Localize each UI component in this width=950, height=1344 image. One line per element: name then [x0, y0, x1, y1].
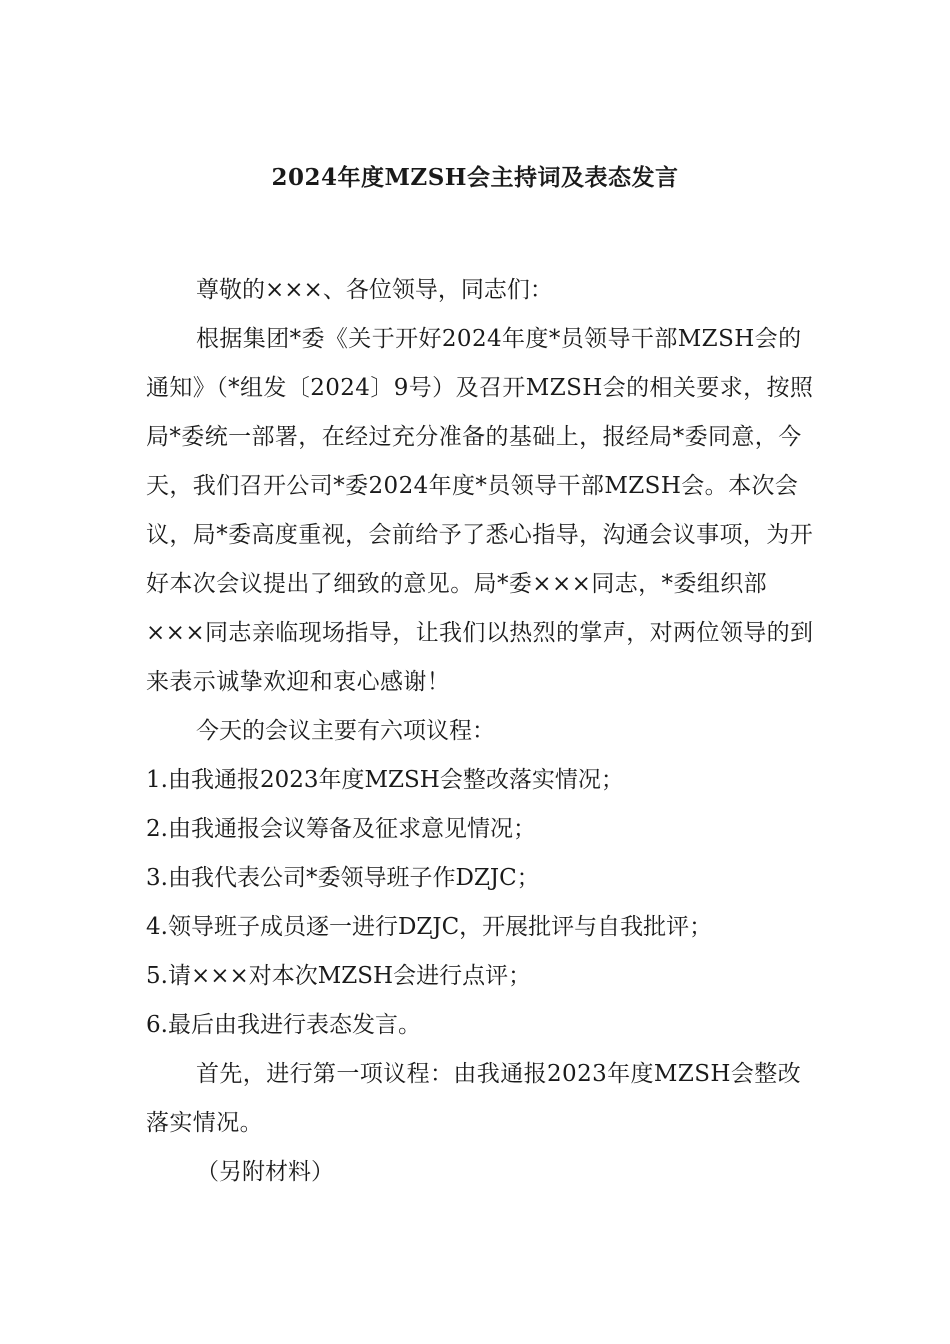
agenda-item-5: 5.请×××对本次MZSH会进行点评； [146, 963, 532, 989]
agenda-item-3: 3.由我代表公司*委领导班子作DZJC； [146, 865, 540, 891]
attachment-note: （另附材料） [196, 1159, 334, 1185]
agenda-item-6: 6.最后由我进行表态发言。 [146, 1012, 421, 1038]
agenda-item-4: 4.领导班子成员逐一进行DZJC，开展批评与自我批评； [146, 914, 713, 940]
greeting: 尊敬的×××、各位领导，同志们： [196, 277, 553, 303]
document-title: 2024年度MZSH会主持词及表态发言 [271, 164, 679, 191]
agenda-item-1: 1.由我通报2023年度MZSH会整改落实情况； [146, 767, 624, 793]
agenda-item-2: 2.由我通报会议筹备及征求意见情况； [146, 816, 536, 842]
intro-paragraph: 根据集团*委《关于开好2024年度*员领导干部MZSH会的通知》（*组发〔2024〕9号）及召开MZSH会的相关要求，按照局*委统一部署，在经过充分准备的基础上，报经局*委同意，今天，我们召开公司*委2024年度*员领导干部MZSH会。本次会议，局*委高度重视，会前给予了悉心指导，沟通会议事项，为开好本次会议提出了细致的意见。局*委×××同志，*委组织部×××同志亲临现场指导，让我们以热烈的掌声，对两位领导的到来表示诚挚欢迎和衷心感谢！ [146, 326, 814, 695]
document-body [146, 266, 816, 1197]
first-item-paragraph: 首先，进行第一项议程：由我通报2023年度MZSH会整改落实情况。 [146, 1061, 802, 1136]
agenda-intro: 今天的会议主要有六项议程： [196, 718, 495, 744]
